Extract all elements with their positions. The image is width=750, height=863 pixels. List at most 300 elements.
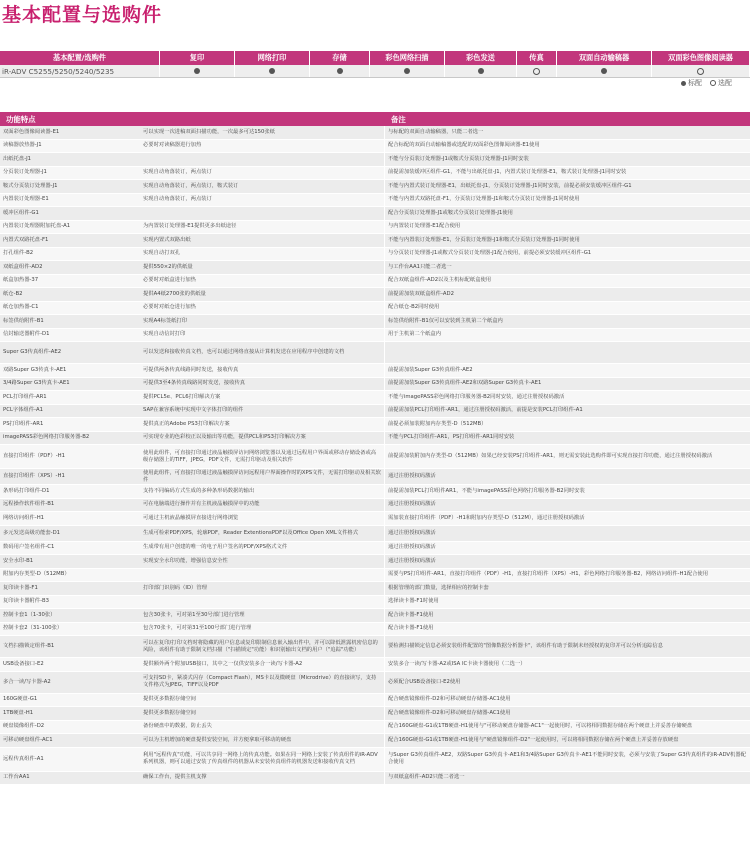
table-row bbox=[0, 609, 750, 623]
feature-description: 提供更多数据存储空间 bbox=[143, 709, 196, 716]
feature-note-cell bbox=[385, 555, 750, 568]
feature-description: 提供真正的Adobe PS3打印解决方案 bbox=[143, 420, 230, 427]
feature-name: 远程传真组件-A1 bbox=[3, 755, 44, 762]
feature-note-cell bbox=[385, 234, 750, 247]
config-header-2: 网络打印 bbox=[235, 51, 310, 65]
feature-desc-cell bbox=[140, 748, 385, 771]
table-row bbox=[0, 596, 750, 610]
feature-name-cell bbox=[0, 329, 140, 342]
table-row bbox=[0, 126, 750, 140]
feature-name-cell bbox=[0, 342, 140, 363]
feature-note-cell bbox=[385, 658, 750, 671]
feature-name-cell bbox=[0, 167, 140, 180]
feature-name: 160G硬盘-G1 bbox=[3, 696, 38, 703]
config-header-4: 彩色网络扫描 bbox=[370, 51, 445, 65]
feature-note: 前提需加装缓冲区组件-G1，不能与出纸托盘-J1，内置式装订处理器-E1，鞍式装订处理器-J1同时安装 bbox=[388, 169, 627, 176]
table-row bbox=[0, 302, 750, 316]
feature-note-cell bbox=[385, 126, 750, 139]
feature-desc-cell bbox=[140, 569, 385, 582]
config-mark-cell bbox=[160, 65, 235, 77]
feature-note-cell bbox=[385, 512, 750, 525]
table-row bbox=[0, 445, 750, 469]
feature-desc-cell bbox=[140, 234, 385, 247]
table-row bbox=[0, 342, 750, 364]
feature-name-cell bbox=[0, 288, 140, 301]
feature-desc-cell bbox=[140, 180, 385, 193]
feature-note-cell bbox=[385, 596, 750, 609]
feature-name-cell bbox=[0, 153, 140, 166]
table-row bbox=[0, 658, 750, 672]
table-row bbox=[0, 418, 750, 432]
config-mark-cell bbox=[445, 65, 517, 77]
feature-name-cell bbox=[0, 636, 140, 657]
feature-name: 直接打印组件（XPS）-H1 bbox=[3, 473, 65, 480]
feature-name-cell bbox=[0, 555, 140, 568]
table-row bbox=[0, 672, 750, 694]
feature-name: imagePASS彩色网络打印服务器-B2 bbox=[3, 434, 90, 441]
feature-name: Super G3传真组件-AE2 bbox=[3, 349, 62, 356]
table-row bbox=[0, 221, 750, 235]
feature-desc-cell bbox=[140, 153, 385, 166]
feature-name: USB设备接口-E2 bbox=[3, 660, 44, 667]
feature-note-cell bbox=[385, 140, 750, 153]
table-row bbox=[0, 512, 750, 526]
feature-name: PS打印组件-AR1 bbox=[3, 420, 44, 427]
table-row bbox=[0, 378, 750, 392]
feature-note: 选择读卡器-F1时使用 bbox=[388, 598, 439, 605]
feature-description: 必要时对纸仓进行加热 bbox=[143, 304, 196, 311]
feature-name: 读稿器放热器-J1 bbox=[3, 142, 42, 149]
feature-description: 实现安全水印功能，增强信息安全性 bbox=[143, 557, 228, 564]
feature-note-cell bbox=[385, 694, 750, 707]
table-row bbox=[0, 261, 750, 275]
feature-desc-cell bbox=[140, 261, 385, 274]
table-row bbox=[0, 140, 750, 154]
feature-description: 支持不同编码方式生成的多种条形码数据的输出 bbox=[143, 487, 255, 494]
feature-desc-cell bbox=[140, 248, 385, 261]
feature-name: 附加内存类型-D（512MB） bbox=[3, 571, 70, 578]
feature-desc-cell bbox=[140, 734, 385, 747]
feature-name: 直接打印组件（PDF）-H1 bbox=[3, 453, 65, 460]
table-row bbox=[0, 623, 750, 637]
feature-note: 要检测扫描锁定信息必须安装组件配置的"图像数据分析器卡"，该组件有助于限制未经授权的复印并可以分析追踪信息 bbox=[388, 643, 664, 650]
table-row bbox=[0, 288, 750, 302]
feature-name: 双纸盒组件-AD2 bbox=[3, 263, 43, 270]
feature-name-cell bbox=[0, 432, 140, 445]
feature-note: 与Super G3传真组件-AE2，双路Super G3传真卡-AE1和3/4路Super G3传真卡-AE1不能同时安装，必须与安装了Super G3传真组件的iR-ADV机器配合使用 bbox=[388, 752, 746, 765]
optional-ring-icon bbox=[533, 68, 540, 75]
feature-description: 可以实现一次进稿双面扫描功能，一次最多可达150张纸 bbox=[143, 128, 275, 135]
config-mark-cell bbox=[310, 65, 370, 77]
standard-dot-icon bbox=[601, 68, 607, 74]
features-header-notes: 备注 bbox=[391, 114, 406, 124]
table-row bbox=[0, 275, 750, 289]
feature-desc-cell bbox=[140, 329, 385, 342]
feature-note-cell bbox=[385, 636, 750, 657]
feature-name: 工作台AA1 bbox=[3, 774, 30, 781]
feature-note: 通过注册授权码激活 bbox=[388, 501, 436, 508]
feature-name-cell bbox=[0, 485, 140, 498]
feature-desc-cell bbox=[140, 707, 385, 720]
feature-name: 出纸托盘-J1 bbox=[3, 155, 32, 162]
feature-description: 实现A4标签纸打印 bbox=[143, 317, 188, 324]
feature-note: 用于主机第二个纸盒内 bbox=[388, 331, 441, 338]
config-mark-cell bbox=[370, 65, 445, 77]
feature-name: 纸仓加热器-C1 bbox=[3, 304, 39, 311]
config-model: iR-ADV C5255/5250/5240/5235 bbox=[0, 65, 160, 77]
table-row bbox=[0, 485, 750, 499]
feature-name: 缓冲区组件-G1 bbox=[3, 209, 39, 216]
feature-note: 前提需加装双纸盒组件-AD2 bbox=[388, 290, 454, 297]
feature-description: 生成带有用户创建的唯一的电子用户签名的PDF/XPS格式文件 bbox=[143, 544, 288, 551]
feature-note: 通过注册授权码激活 bbox=[388, 529, 436, 536]
feature-description: 必要时对纸盒进行加热 bbox=[143, 277, 196, 284]
feature-note-cell bbox=[385, 582, 750, 595]
feature-note-cell bbox=[385, 248, 750, 261]
feature-name: 内置装订处理器附加托盘-A1 bbox=[3, 223, 71, 230]
feature-name-cell bbox=[0, 694, 140, 707]
feature-name-cell bbox=[0, 582, 140, 595]
feature-note: 前提需加装PCL打印组件-AR1，通过注册授权码激活，前提是安装PCL打印组件-A1 bbox=[388, 407, 583, 414]
feature-note: 配合标配的双面自动输稿器或选配的双面彩色图像阅读器-E1使用 bbox=[388, 142, 540, 149]
feature-desc-cell bbox=[140, 167, 385, 180]
feature-description: 可在电脑端进行操作并有主机液晶触摸屏中的功能 bbox=[143, 501, 260, 508]
feature-description: 提供PCL5e、PCL6打印解决方案 bbox=[143, 393, 221, 400]
feature-description: 实现自动打双孔 bbox=[143, 250, 181, 257]
feature-desc-cell bbox=[140, 275, 385, 288]
feature-desc-cell bbox=[140, 542, 385, 555]
feature-note: 不能与内置式装订处理器-E1，出纸托盘-J1，分页装订处理器-J1同时安装，前提必须安装缓冲区组件-G1 bbox=[388, 182, 632, 189]
feature-note: 需要与PS打印组件-AR1，直接打印组件（PDF）-H1，直接打印组件（XPS）-H1，彩色网络打印服务器-B2，网络访问组件-H1配合使用 bbox=[388, 571, 709, 578]
feature-name: 文档扫描锁定组件-B1 bbox=[3, 643, 55, 650]
feature-note-cell bbox=[385, 405, 750, 418]
feature-note-cell bbox=[385, 569, 750, 582]
feature-note-cell bbox=[385, 445, 750, 468]
config-mark-cell bbox=[652, 65, 750, 77]
feature-name: 信封输送器附件-D1 bbox=[3, 331, 50, 338]
config-mark-cell bbox=[557, 65, 652, 77]
table-row bbox=[0, 248, 750, 262]
feature-note: 标签供给附件-B1仅可以安装到主机第二个纸盒内 bbox=[388, 317, 503, 324]
feature-description: 备份硬盘中的数据，防止丢失 bbox=[143, 723, 212, 730]
feature-description: 实现内置式双路出纸 bbox=[143, 236, 191, 243]
feature-note: 不能与imagePASS彩色网络打印服务器-B2同时安装，通过注册授权码激活 bbox=[388, 393, 565, 400]
feature-note-cell bbox=[385, 469, 750, 484]
feature-note-cell bbox=[385, 275, 750, 288]
feature-desc-cell bbox=[140, 772, 385, 785]
feature-note: 配合双纸盒组件-AD2以及主机标配纸盒使用 bbox=[388, 277, 492, 284]
feature-name-cell bbox=[0, 315, 140, 328]
table-row bbox=[0, 207, 750, 221]
feature-name: PCL字体组件-A1 bbox=[3, 407, 43, 414]
feature-note: 必须配合USB设备接口-E2使用 bbox=[388, 678, 461, 685]
standard-dot-icon bbox=[194, 68, 200, 74]
feature-name: 硬盘镜像组件-D2 bbox=[3, 723, 45, 730]
feature-note-cell bbox=[385, 342, 750, 363]
feature-note-cell bbox=[385, 707, 750, 720]
feature-note: 配合读卡器-F1使用 bbox=[388, 625, 434, 632]
feature-note-cell bbox=[385, 153, 750, 166]
config-model-row bbox=[0, 65, 750, 78]
feature-description: 提供A4纸2700张的供纸量 bbox=[143, 290, 206, 297]
feature-desc-cell bbox=[140, 342, 385, 363]
feature-name-cell bbox=[0, 391, 140, 404]
feature-name-cell bbox=[0, 542, 140, 555]
table-row bbox=[0, 721, 750, 735]
feature-desc-cell bbox=[140, 555, 385, 568]
standard-dot-icon bbox=[269, 68, 275, 74]
feature-note: 配合纸仓-B2同时使用 bbox=[388, 304, 440, 311]
table-row bbox=[0, 582, 750, 596]
feature-description: 必要时对读稿器进行加热 bbox=[143, 142, 202, 149]
feature-desc-cell bbox=[140, 126, 385, 139]
feature-name: 安全水印-B1 bbox=[3, 557, 34, 564]
feature-note: 不能与内置装订处理器-E1，分页装订处理器-J1和鞍式分页装订处理器-J1同时使用 bbox=[388, 236, 580, 243]
feature-name: 控制卡套1（1-30张） bbox=[3, 611, 56, 618]
feature-name-cell bbox=[0, 194, 140, 207]
standard-dot-icon bbox=[404, 68, 410, 74]
feature-name-cell bbox=[0, 569, 140, 582]
feature-note: 需加装直接打印组件（PDF）-H1和附加内存类型-D（512M），通过注册授权码激活 bbox=[388, 514, 585, 521]
feature-name: 内置式双路托盘-F1 bbox=[3, 236, 49, 243]
feature-note-cell bbox=[385, 609, 750, 622]
feature-description: 可通过主机液晶触摸屏直接进行网络浏览 bbox=[143, 514, 239, 521]
feature-name-cell bbox=[0, 707, 140, 720]
config-header-row bbox=[0, 51, 750, 65]
legend-standard-label: 标配 bbox=[688, 79, 702, 87]
feature-name: 网络访问组件-H1 bbox=[3, 514, 45, 521]
feature-description: 实现自动角落装订，两点装订 bbox=[143, 169, 212, 176]
feature-name: 复印读卡器-F1 bbox=[3, 584, 38, 591]
feature-note: 与工作台AA1只能二者选一 bbox=[388, 263, 452, 270]
feature-name-cell bbox=[0, 658, 140, 671]
feature-desc-cell bbox=[140, 672, 385, 693]
feature-note-cell bbox=[385, 485, 750, 498]
feature-description: 使用此组件，可直接打印通过液晶触摸屏访问网络浏览器以及通过远程用户界面或移动存储设备或高级存储器上的TIFF，JPEG，PDF文件，无需打印驱动及相关软件 bbox=[143, 449, 377, 463]
feature-note: 配合分页装订处理器-J1或鞍式分页装订处理器-J1使用 bbox=[388, 209, 513, 216]
table-row bbox=[0, 748, 750, 772]
table-row bbox=[0, 542, 750, 556]
feature-note-cell bbox=[385, 364, 750, 377]
feature-name-cell bbox=[0, 261, 140, 274]
config-header-5: 彩色发送 bbox=[445, 51, 517, 65]
feature-description: 可支持SD卡，紧凑式闪存（Compact Flash），MS卡以及微硬盘（Microdrive）的直接读写，支持文件格式为JPEG，TIFF以及PDF bbox=[143, 675, 377, 688]
feature-name: 纸仓-B2 bbox=[3, 290, 23, 297]
table-row bbox=[0, 707, 750, 721]
feature-note: 通过注册授权码激活 bbox=[388, 544, 436, 551]
feature-desc-cell bbox=[140, 636, 385, 657]
feature-name-cell bbox=[0, 207, 140, 220]
feature-note: 前提需加装附加内存类型-D（512MB）如果已经安装PS打印组件-AR1，则无需安装此选购件即可实现直接打印功能，通过注册授权码激活 bbox=[388, 453, 713, 460]
feature-desc-cell bbox=[140, 512, 385, 525]
feature-note: 配合硬盘镜像组件-D2和可移动硬盘存储器-AC1使用 bbox=[388, 709, 511, 716]
feature-note: 通过注册授权码激活 bbox=[388, 473, 436, 480]
table-row bbox=[0, 772, 750, 786]
feature-name: 分页装订处理器-J1 bbox=[3, 169, 47, 176]
config-header-0: 基本配置/选购件 bbox=[0, 51, 160, 65]
table-row bbox=[0, 329, 750, 343]
table-row bbox=[0, 432, 750, 446]
feature-name-cell bbox=[0, 609, 140, 622]
feature-note-cell bbox=[385, 499, 750, 512]
features-header-feature: 功能特点 bbox=[6, 114, 36, 124]
feature-note-cell bbox=[385, 261, 750, 274]
table-row bbox=[0, 405, 750, 419]
table-row bbox=[0, 694, 750, 708]
config-table bbox=[0, 51, 750, 78]
feature-desc-cell bbox=[140, 526, 385, 541]
feature-description: 提供额外两个附加USB接口，其中之一仅供安装多合一读/写卡器-A2 bbox=[143, 660, 303, 667]
feature-desc-cell bbox=[140, 302, 385, 315]
optional-ring-icon bbox=[710, 80, 716, 86]
table-row bbox=[0, 636, 750, 658]
feature-desc-cell bbox=[140, 469, 385, 484]
table-row bbox=[0, 167, 750, 181]
feature-note-cell bbox=[385, 432, 750, 445]
feature-description: 实现自动信封打印 bbox=[143, 331, 186, 338]
table-row bbox=[0, 153, 750, 167]
feature-description: SAP在兼容系统中实现中文字体打印的组件 bbox=[143, 407, 244, 414]
feature-name: 多合一读/写卡器-A2 bbox=[3, 678, 51, 685]
feature-desc-cell bbox=[140, 207, 385, 220]
feature-note: 不能与分页装订处理器-J1或鞍式分页装订处理器-J1同时安装 bbox=[388, 155, 529, 162]
standard-dot-icon bbox=[337, 68, 343, 74]
feature-name-cell bbox=[0, 140, 140, 153]
feature-name-cell bbox=[0, 623, 140, 636]
feature-name: 可移动硬盘组件-AC1 bbox=[3, 736, 53, 743]
legend bbox=[681, 78, 732, 88]
feature-note-cell bbox=[385, 378, 750, 391]
feature-description: 打印部门识别码（ID）管理 bbox=[143, 584, 207, 591]
feature-note-cell bbox=[385, 391, 750, 404]
feature-desc-cell bbox=[140, 288, 385, 301]
page-title: 基本配置与选购件 bbox=[2, 4, 163, 26]
feature-note: 不能与PCL打印组件-AR1，PS打印组件-AR1同时安装 bbox=[388, 434, 515, 441]
table-row bbox=[0, 569, 750, 583]
feature-description: 使用此组件，可直接打印通过液晶触摸屏访问远程用户界面操作时的XPS文件，无需打印驱动及相关软件 bbox=[143, 469, 381, 483]
legend-optional-label: 选配 bbox=[718, 79, 732, 87]
config-mark-cell bbox=[517, 65, 557, 77]
feature-note: 通过注册授权码激活 bbox=[388, 557, 436, 564]
feature-name-cell bbox=[0, 275, 140, 288]
feature-desc-cell bbox=[140, 499, 385, 512]
feature-name-cell bbox=[0, 221, 140, 234]
feature-description: 生成可检索PDF/XPS，轮廓PDF，Reader ExtentionsPDF以及Office Open XML文件格式 bbox=[143, 529, 359, 536]
feature-name-cell bbox=[0, 418, 140, 431]
feature-note: 前提需加装Super G3传真组件-AE2 bbox=[388, 366, 473, 373]
feature-name-cell bbox=[0, 526, 140, 541]
table-row bbox=[0, 469, 750, 485]
features-header-row bbox=[0, 112, 750, 126]
feature-note: 不能与内置式双路托盘-F1，分页装订处理器-J1和鞍式分页装订处理器-J1同时使用 bbox=[388, 196, 580, 203]
feature-desc-cell bbox=[140, 315, 385, 328]
feature-name-cell bbox=[0, 469, 140, 484]
feature-note-cell bbox=[385, 418, 750, 431]
feature-desc-cell bbox=[140, 391, 385, 404]
feature-name-cell bbox=[0, 180, 140, 193]
feature-note: 与标配的双面自动输稿器，只能二者选一 bbox=[388, 128, 484, 135]
feature-note: 根据管理的部门数量，选择相应的控制卡套 bbox=[388, 584, 489, 591]
feature-name: 双路Super G3传真卡-AE1 bbox=[3, 366, 67, 373]
feature-desc-cell bbox=[140, 609, 385, 622]
feature-name: PCL打印组件-AR1 bbox=[3, 393, 47, 400]
feature-description: 可以为主机增加的硬盘提供安装空间，并方便拿取可移动的硬盘 bbox=[143, 736, 292, 743]
feature-note-cell bbox=[385, 542, 750, 555]
feature-note-cell bbox=[385, 302, 750, 315]
feature-desc-cell bbox=[140, 658, 385, 671]
feature-note: 配合160G硬盘-G1或1TB硬盘-H1使用与"可移动硬盘存储器-AC1"一起使用时，可以将相同数据存储在两个硬盘上并妥善存储硬盘 bbox=[388, 723, 693, 730]
feature-desc-cell bbox=[140, 378, 385, 391]
feature-note: 配合读卡器-F1使用 bbox=[388, 611, 434, 618]
optional-ring-icon bbox=[697, 68, 704, 75]
feature-name-cell bbox=[0, 721, 140, 734]
feature-name-cell bbox=[0, 378, 140, 391]
feature-name-cell bbox=[0, 302, 140, 315]
feature-description: 实现自动角落装订，两点装订，鞍式装订 bbox=[143, 182, 239, 189]
feature-desc-cell bbox=[140, 221, 385, 234]
feature-desc-cell bbox=[140, 694, 385, 707]
feature-description: 提供550×2的供纸量 bbox=[143, 263, 193, 270]
feature-name-cell bbox=[0, 248, 140, 261]
feature-desc-cell bbox=[140, 140, 385, 153]
feature-note-cell bbox=[385, 772, 750, 785]
feature-note-cell bbox=[385, 194, 750, 207]
feature-name: 鞍式分页装订处理器-J1 bbox=[3, 182, 58, 189]
table-row bbox=[0, 194, 750, 208]
feature-note-cell bbox=[385, 180, 750, 193]
feature-note-cell bbox=[385, 288, 750, 301]
table-row bbox=[0, 734, 750, 748]
feature-description: 可以在复印/打印文档时将隐藏的用户信息或复印限制信息嵌入输出件中，并可以降低泄露机密信息的风险，该组件有助于限制文档扫描（"扫描锁定"功能）和识别输出文档的用户（"追踪"功能） bbox=[143, 639, 378, 653]
feature-name-cell bbox=[0, 772, 140, 785]
feature-name-cell bbox=[0, 672, 140, 693]
feature-name-cell bbox=[0, 734, 140, 747]
feature-name-cell bbox=[0, 126, 140, 139]
feature-note: 安装多合一读/写卡器-A2或ISA IC卡读卡器使用（二选一） bbox=[388, 660, 526, 667]
feature-name: 数码用户签名组件-C1 bbox=[3, 544, 55, 551]
feature-note: 配合硬盘镜像组件-D2和可移动硬盘存储器-AC1使用 bbox=[388, 696, 511, 703]
feature-name: 远程操作软件组件-B1 bbox=[3, 501, 55, 508]
feature-desc-cell bbox=[140, 721, 385, 734]
feature-description: 可提供3至4条传真线路同时发送，接收传真 bbox=[143, 380, 246, 387]
feature-name-cell bbox=[0, 499, 140, 512]
feature-name-cell bbox=[0, 445, 140, 468]
standard-dot-icon bbox=[478, 68, 484, 74]
config-header-3: 存储 bbox=[310, 51, 370, 65]
feature-name-cell bbox=[0, 405, 140, 418]
feature-name: 3/4路Super G3传真卡-AE1 bbox=[3, 380, 70, 387]
feature-note: 与分页装订处理器-J1或鞍式分页装订处理器-J1配合使用，前提必须安装缓冲区组件-G1 bbox=[388, 250, 592, 257]
feature-name: 双面彩色图像阅读器-E1 bbox=[3, 128, 60, 135]
feature-name: 条形码打印组件-D1 bbox=[3, 487, 50, 494]
table-row bbox=[0, 526, 750, 542]
feature-description: 可实现专业的色彩校正以及输出等功能，提供PCL和PS3打印解决方案 bbox=[143, 434, 306, 441]
features-table bbox=[0, 112, 750, 785]
config-header-6: 传真 bbox=[517, 51, 557, 65]
feature-note-cell bbox=[385, 721, 750, 734]
table-row bbox=[0, 499, 750, 513]
table-row bbox=[0, 555, 750, 569]
feature-note-cell bbox=[385, 623, 750, 636]
feature-name: 1TB硬盘-H1 bbox=[3, 709, 34, 716]
table-row bbox=[0, 234, 750, 248]
feature-note-cell bbox=[385, 329, 750, 342]
feature-desc-cell bbox=[140, 623, 385, 636]
feature-note-cell bbox=[385, 748, 750, 771]
feature-name: 控制卡套2（31-100张） bbox=[3, 625, 63, 632]
feature-description: 包含70张卡，可对第31至100号部门进行管理 bbox=[143, 625, 252, 632]
feature-desc-cell bbox=[140, 432, 385, 445]
